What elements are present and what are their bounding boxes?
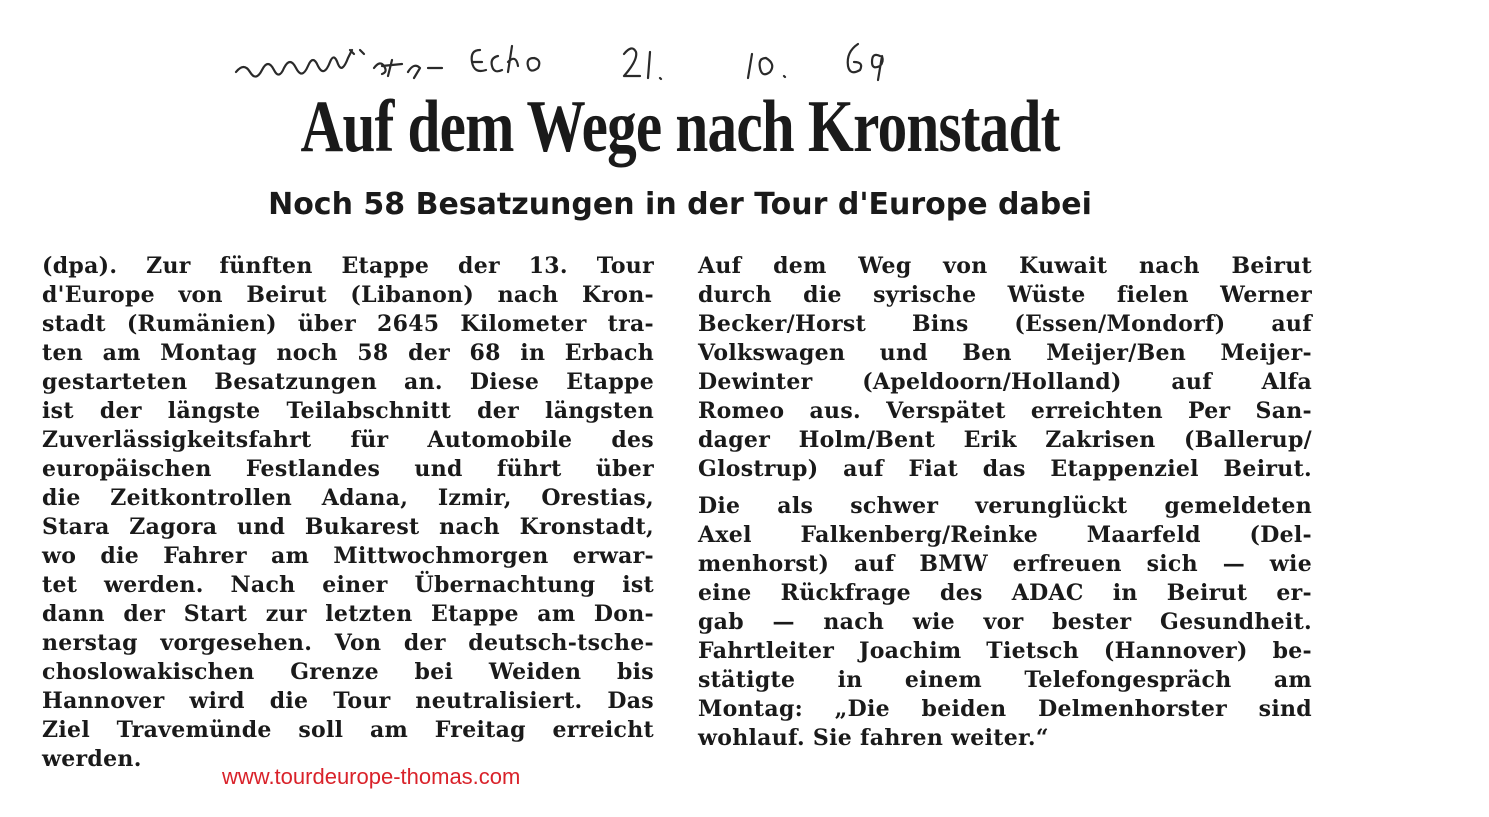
text-line: stätigte in einem Telefongespräch am <box>698 667 1312 693</box>
text-line: gestarteten Besatzungen an. Diese Etappe <box>42 369 654 395</box>
text-line: werden. <box>42 746 142 772</box>
text-line: Romeo aus. Verspätet erreichten Per San- <box>698 398 1312 424</box>
text-line: Hannover wird die Tour neutralisiert. Das <box>42 688 654 714</box>
paragraph <box>698 492 1312 753</box>
headline: Auf dem Wege nach Kronstadt <box>300 86 1060 168</box>
watermark-url: www.tourdeurope-thomas.com <box>222 764 521 789</box>
text-line: Zuverlässigkeitsfahrt für Automobile des <box>42 427 654 453</box>
article-column-right <box>698 252 1312 753</box>
article-column-left <box>42 252 654 774</box>
text-line: Axel Falkenberg/Reinke Maarfeld (Del- <box>698 522 1312 548</box>
text-line: dann der Start zur letzten Etappe am Don- <box>42 601 654 627</box>
text-line: die Zeitkontrollen Adana, Izmir, Orestias, <box>42 485 654 511</box>
text-line: ten am Montag noch 58 der 68 in Erbach <box>42 340 654 366</box>
text-line: choslowakischen Grenze bei Weiden bis <box>42 659 654 685</box>
text-line: Die als schwer verunglückt gemeldeten <box>698 493 1312 519</box>
paragraph <box>698 252 1312 484</box>
text-line: Montag: „Die beiden Delmenhorster sind <box>698 696 1312 722</box>
text-line: gab — nach wie vor bester Gesundheit. <box>698 609 1312 635</box>
text-line: (dpa). Zur fünften Etappe der 13. Tour <box>42 253 654 279</box>
text-line: Glostrup) auf Fiat das Etappenziel Beirut. <box>698 456 1312 482</box>
text-line: wohlauf. Sie fahren weiter.“ <box>698 725 1049 751</box>
text-line: europäischen Festlandes und führt über <box>42 456 654 482</box>
text-line: stadt (Rumänien) über 2645 Kilometer tra- <box>42 311 654 337</box>
text-line: durch die syrische Wüste fielen Werner <box>698 282 1312 308</box>
text-line: ist der längste Teilabschnitt der längsten <box>42 398 654 424</box>
text-line: Ziel Travemünde soll am Freitag erreicht <box>42 717 654 743</box>
text-line: dager Holm/Bent Erik Zakrisen (Ballerup/ <box>698 427 1312 453</box>
text-line: Stara Zagora und Bukarest nach Kronstadt, <box>42 514 654 540</box>
text-line: Auf dem Weg von Kuwait nach Beirut <box>698 253 1312 279</box>
text-line: d'Europe von Beirut (Libanon) nach Kron- <box>42 282 654 308</box>
text-line: Fahrtleiter Joachim Tietsch (Hannover) be- <box>698 638 1312 664</box>
text-line: Volkswagen und Ben Meijer/Ben Meijer- <box>698 340 1312 366</box>
text-line: tet werden. Nach einer Übernachtung ist <box>42 572 654 598</box>
text-line: menhorst) auf BMW erfreuen sich — wie <box>698 551 1312 577</box>
text-line: nerstag vorgesehen. Von der deutsch-tsche- <box>42 630 654 656</box>
text-line: Becker/Horst Bins (Essen/Mondorf) auf <box>698 311 1312 337</box>
subheadline: Noch 58 Besatzungen in der Tour d'Europe dabei <box>268 187 1092 222</box>
text-line: eine Rückfrage des ADAC in Beirut er- <box>698 580 1312 606</box>
text-line: wo die Fahrer am Mittwochmorgen erwar- <box>42 543 654 569</box>
text-line: Dewinter (Apeldoorn/Holland) auf Alfa <box>698 369 1312 395</box>
